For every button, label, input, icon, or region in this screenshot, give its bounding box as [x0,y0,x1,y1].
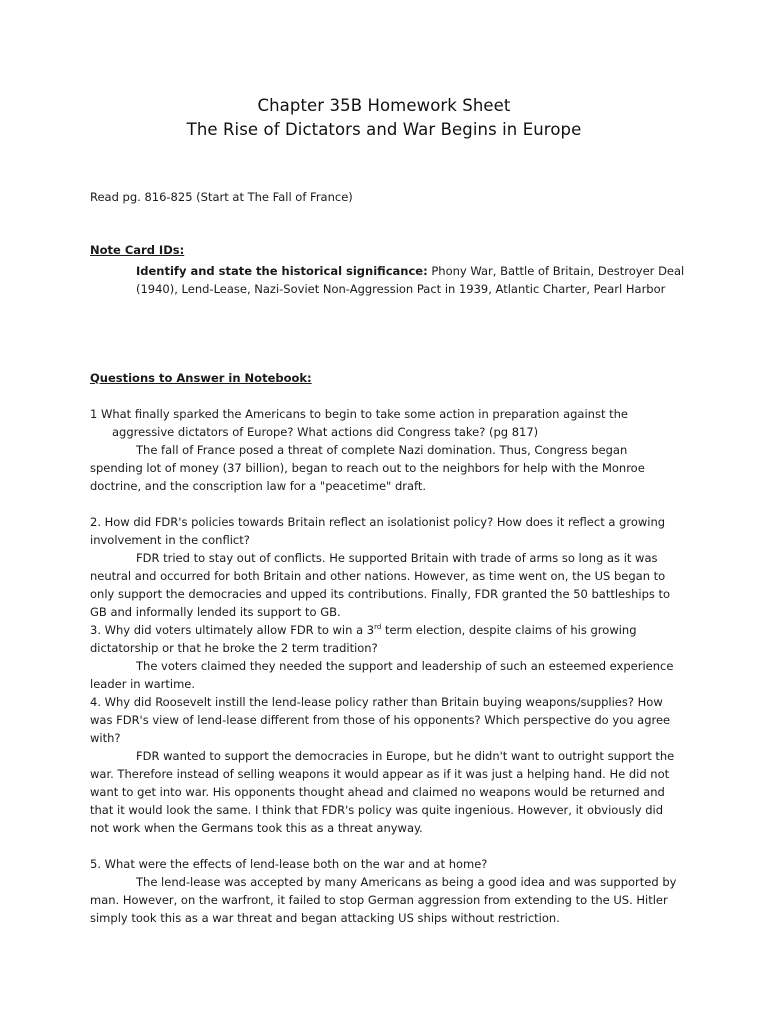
question-text: 1 What finally sparked the Americans to begin to take some action in preparation against the aggressive dictators of Europe? What actions did Congress take? (pg 817) [90,407,628,439]
answer-text: The fall of France posed a threat of complete Nazi domination. Thus, Congress began spending lot of money (37 billion), began to reach out to the neighbors for help with the Monroe doctrine, and the conscription law for a "peacetime" draft. [90,443,645,493]
answer-text: The lend-lease was accepted by many Americans as being a good idea and was supported by man. However, on the warfront, it failed to stop German aggression from extending to the US. Hitler simply took this as a war threat and began attacking US ships without restriction. [90,875,677,925]
question-text: 4. Why did Roosevelt instill the lend-lease policy rather than Britain buying weapons/supplies? How was FDR's view of lend-lease different from those of his opponents? Which perspective do you agree with? [90,695,671,745]
question-text-start: 3. Why did voters ultimately allow FDR to win a 3 [90,623,375,637]
note-card-heading: Note Card IDs: [90,243,185,257]
reading-assignment: Read pg. 816-825 (Start at The Fall of France) [90,190,353,204]
question-text-end: term election, despite claims of his growing dictatorship or that he broke the 2 term tradition? [90,623,637,655]
questions-heading: Questions to Answer in Notebook: [90,371,312,385]
page-subtitle: The Rise of Dictators and War Begins in Europe [186,120,582,139]
question-block-5 [90,855,682,927]
note-card-lead: Identify and state the historical significance: [136,264,428,278]
page-title: Chapter 35B Homework Sheet [257,96,511,115]
question-text [90,621,682,657]
ordinal-superscript: rd [374,623,382,632]
answer-text: FDR wanted to support the democracies in Europe, but he didn't want to outright support the war. Therefore instead of selling weapons it would appear as if it was just a helping hand. He did not want to get into war. His opponents thought ahead and claimed no weapons would be returned and that it would look the same. I think that FDR's policy was quite ingenious. However, it obviously did not work when the Germans took this as a threat anyway. [90,749,675,835]
question-block-4 [90,693,682,837]
answer-text: The voters claimed they needed the support and leadership of such an esteemed experience leader in wartime. [90,659,674,691]
question-block-2 [90,513,682,621]
question-block-1 [90,405,682,495]
note-card-terms: Phony War, Battle of Britain, Destroyer Deal (1940), Lend-Lease, Nazi-Soviet Non-Aggression Pact in 1939, Atlantic Charter, Pearl Harbor [136,264,685,296]
question-block-3 [90,621,682,693]
answer-text: FDR tried to stay out of conflicts. He supported Britain with trade of arms so long as it was neutral and occurred for both Britain and other nations. However, as time went on, the US began to only support the democracies and upped its contributions. Finally, FDR granted the 50 battleships to GB and informally lended its support to GB. [90,551,671,619]
question-text: 5. What were the effects of lend-lease both on the war and at home? [90,857,488,871]
note-card-ids [136,262,696,298]
question-text: 2. How did FDR's policies towards Britain reflect an isolationist policy? How does it reflect a growing involvement in the conflict? [90,515,666,547]
